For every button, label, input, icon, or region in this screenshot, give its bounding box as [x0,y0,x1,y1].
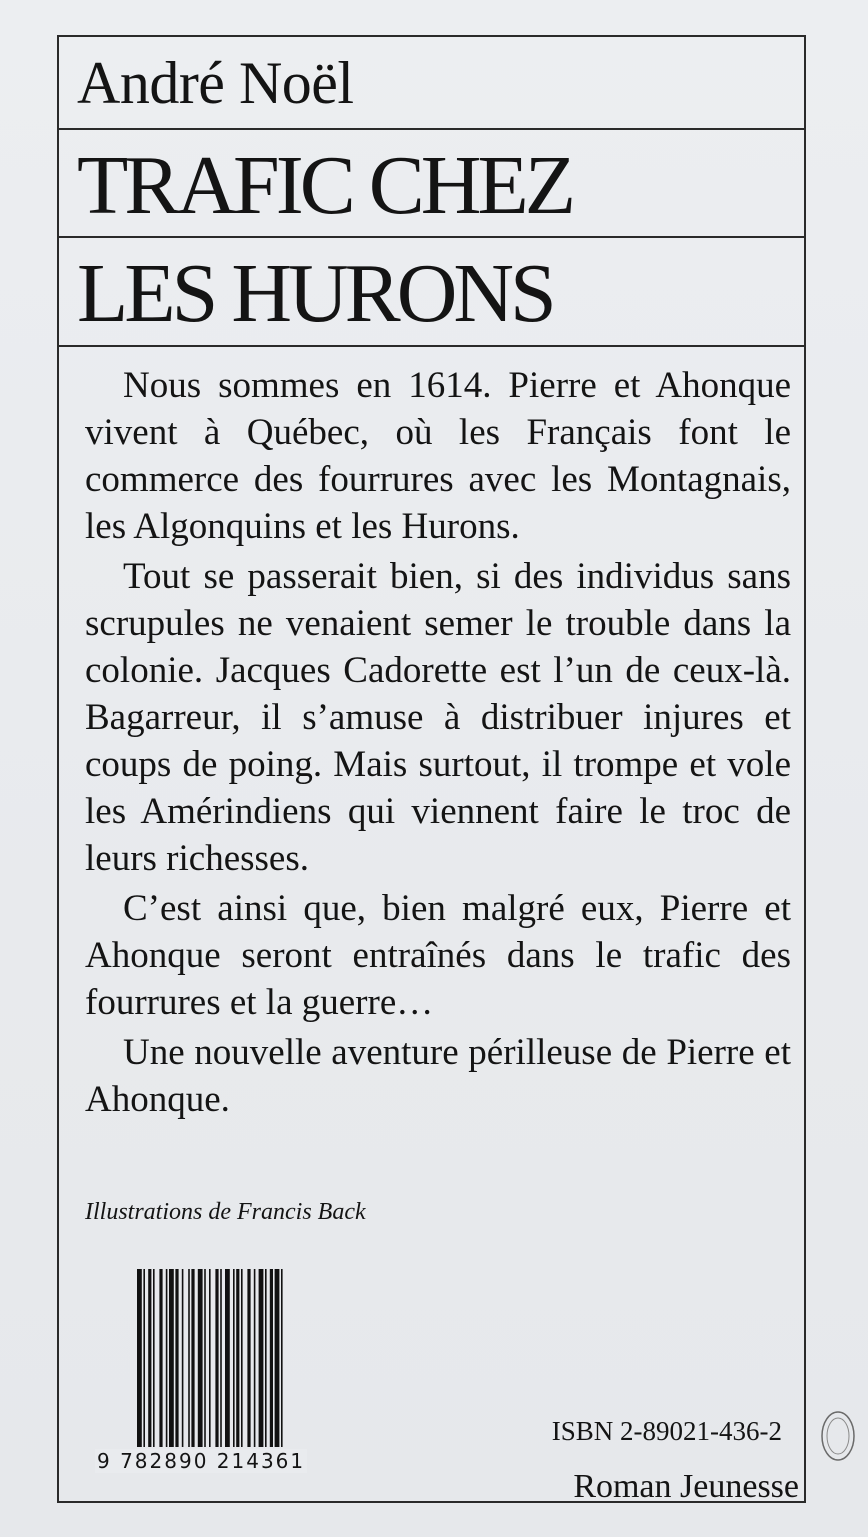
barcode-bar [259,1269,264,1447]
isbn: ISBN 2-89021-436-2 [551,1416,782,1446]
barcode-icon [135,1269,355,1469]
barcode-bar [175,1269,178,1447]
barcode-bar [281,1269,283,1447]
title-row-1 [59,130,804,238]
barcode-bar [166,1269,168,1447]
barcode-bar [169,1269,174,1447]
barcode-bar [143,1269,145,1447]
barcode-bar [153,1269,155,1447]
barcode-bar [204,1269,206,1447]
barcode-bar [254,1269,256,1447]
illustrator-credit: Illustrations de Francis Back [85,1199,366,1225]
barcode-bar [182,1269,184,1447]
barcode-bar [159,1269,162,1447]
series-name: Roman Jeunesse [573,1468,799,1505]
barcode-bar [191,1269,194,1447]
barcode-bar [215,1269,218,1447]
blurb-paragraph-3: C’est ainsi que, bien malgré eux, Pierre et Ahonque seront entraînés dans le trafic des fourrures et la guerre… [85,888,791,1023]
barcode-bar [198,1269,203,1447]
barcode-bar [225,1269,230,1447]
barcode-bar [247,1269,250,1447]
barcode-bar [241,1269,243,1447]
blurb-text [85,362,791,1126]
title-line-2: LES HURONS [77,247,553,340]
barcode-bar [265,1269,267,1447]
barcode-bar [270,1269,273,1447]
barcode-number: 9 782890 214361 [97,1449,306,1473]
barcode-bar [275,1269,280,1447]
title-row-2 [59,238,804,347]
blurb-paragraph-2: Tout se passerait bien, si des individus sans scrupules ne venaient semer le trouble dans la colonie. Jacques Cadorette est l’un de ceux-là. Bagarreur, il s’amuse à distribuer injures et coups de poing. Mais surtout, il trompe et vole les Amérindiens qui viennent faire le troc de leurs richesses. [85,556,791,879]
cover-frame [57,35,806,1503]
barcode-bar [220,1269,222,1447]
author-row [59,37,804,130]
blurb-paragraph-4: Une nouvelle aventure périlleuse de Pierre et Ahonque. [85,1032,791,1120]
barcode-bar [148,1269,151,1447]
library-stamp-icon [818,1406,858,1466]
blurb-paragraph-1: Nous sommes en 1614. Pierre et Ahonque vivent à Québec, où les Français font le commerce des fourrures avec les Montagnais, les Algonquins et les Hurons. [85,365,791,547]
author-name: André Noël [77,50,354,116]
barcode-bar [233,1269,235,1447]
title-line-1: TRAFIC CHEZ [77,139,573,232]
barcode-bar [137,1269,142,1447]
barcode-bar [236,1269,239,1447]
barcode-bar [188,1269,190,1447]
barcode-bar [209,1269,211,1447]
